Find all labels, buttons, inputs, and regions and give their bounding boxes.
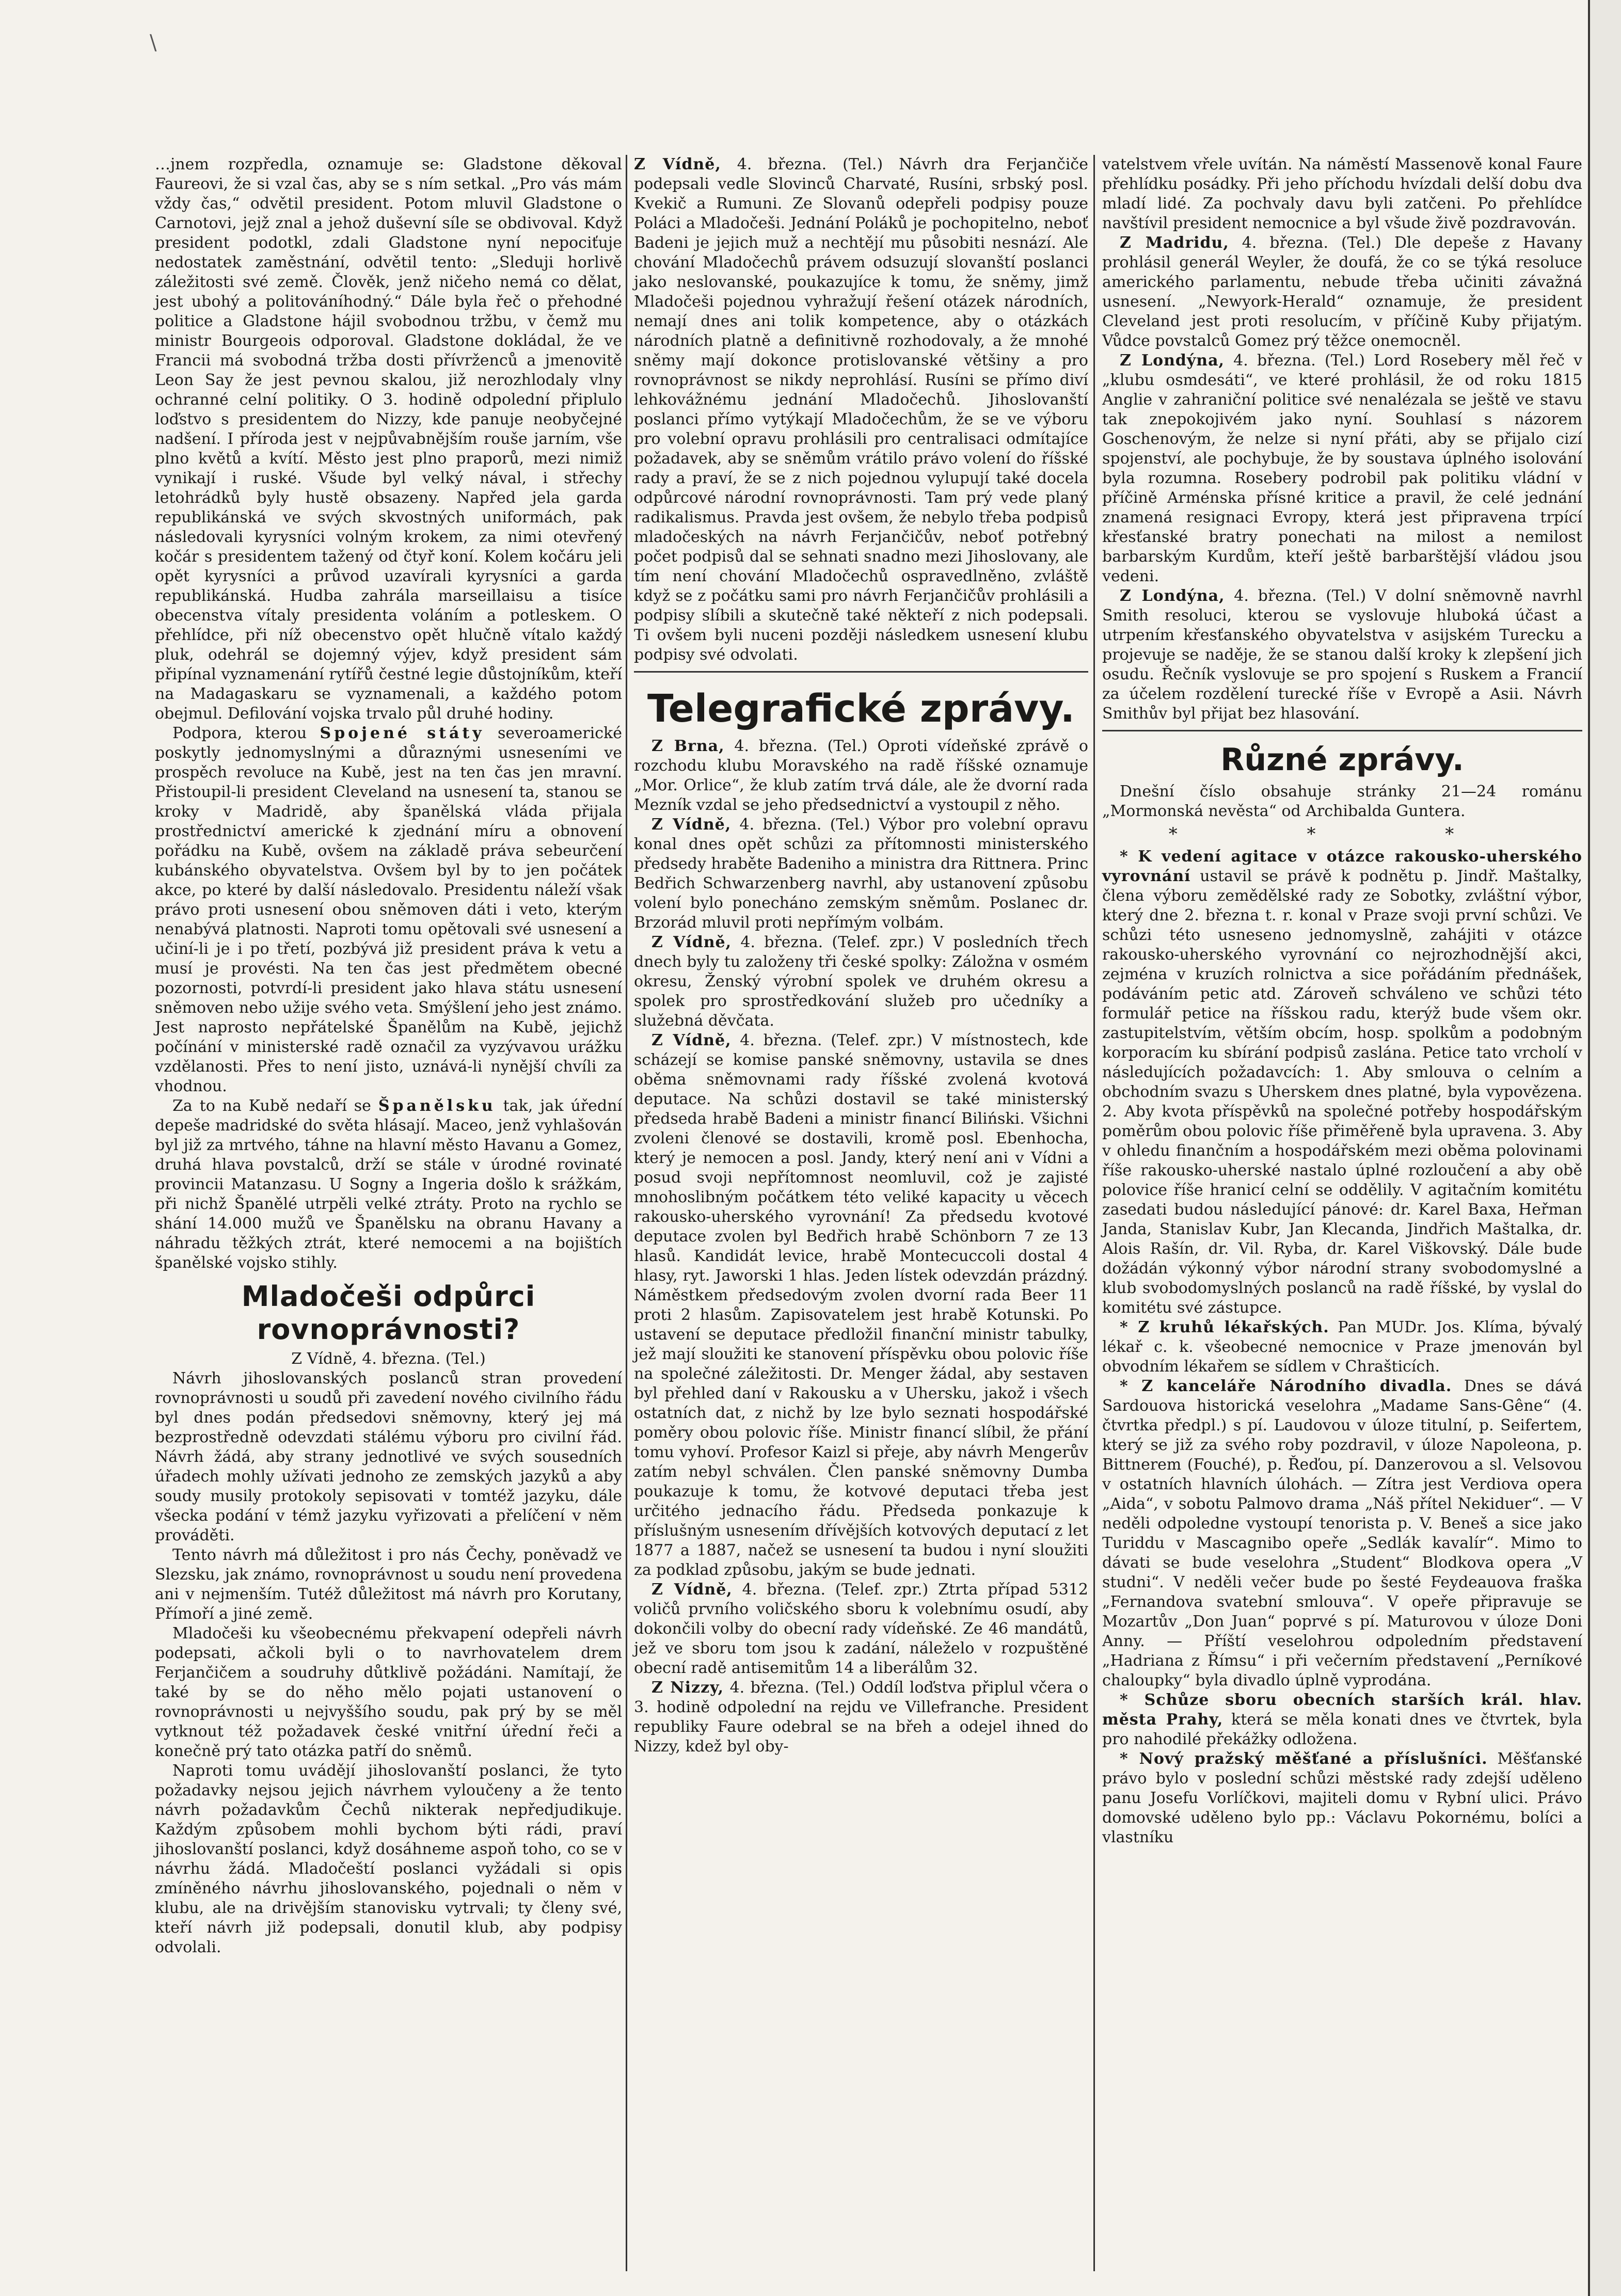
headline-telegraficke-zpravy: Telegrafické zprávy.: [647, 687, 1075, 731]
dispatch-nizza-continued: vatelstvem vřele uvítán. Na náměstí Massenově konal Faure přehlídku posádky. Při jeho příchodu hvízdali delší dobu dva mladí lidé. Za pochvaly davu byli zatčeni. Po přehlídce navštívil president nemocnice a byl všude živě pozdravován.: [1102, 155, 1582, 232]
article-gladstone-continued: …jnem rozpředla, oznamuje se: Gladstone děkoval Faureovi, že si vzal čas, aby se s ním setkal. „Pro vás mám vždy čas,“ odvětil president. Potom mluvil Gladstone o Carnotovi, jejž znal a jehož duševní síle se obdivoval. Když president podotkl, zdali Gladstone nyní nepociťuje nedostatek zaměstnání, odvětil tento: „Sleduji horlivě záležitosti své země. Člověk, jenž ničeho nemá co dělat, jest ubohý a politováníhodný.“ Dále byla řeč o přehodné politice a Gladstone hájil svobodnou tržbu, v čemž mu ministr Bourgeois odporoval. Gladstone dokládal, že ve Francii má svobodná tržba dosti přívrženců a jmenovitě Leon Say že jest pevnou skalou, již nerozhlodaly vlny ochranné celní politiky. O 3. hodině odpolední připlulo loďstvo s presidentem do Nizzy, kde panuje neobyčejné nadšení. I příroda jest v nejpůvabnějším rouše jarním, vše plno květů a kvítí. Město jest plno praporů, mezi nimiž vynikají i ruské. Všude byl velký nával, i střechy letohrádků byly hustě obsazeny. Napřed jela garda republikánská ve svých skvostných uniformách, pak následovali kyrysníci volným krokem, za nimi otevřený kočár s presidentem tažený od čtyř koní. Kolem kočáru jeli opět kyrysníci a průvod uzavírali kyrysníci a garda republikánská. Hudba zahrála marseillaisu a tisíce obecenstva vítaly presidenta voláním a potleskem. O přehlídce, při níž obecenstvo opět hlučně vítalo každý pluk, odehrál se dojemný výjev, když president sám připínal vyznamenání rytířů čestné legie důstojníkům, kteří na Madagaskaru se vyznamenali, a každého potom obejmul. Defilování vojska trvalo půl druhé hodiny.: [155, 155, 622, 723]
dispatch-vienna-vybor: Z Vídně, 4. března. (Tel.) Výbor pro volební opravu konal dnes opět schůzi za přítomnosti ministerského předsedy hraběte Badeniho a ministra dra Rittnera. Princ Bedřich Schwarzenberg navrhl, aby ustanovení způsobu volení bylo ponecháno zemským sněmům. Poslanec dr. Brzorád mluvil proti nepřímým volbám.: [634, 816, 1089, 932]
keyword-spanelsko: Španělsku: [378, 1097, 496, 1115]
dispatch-london-rosebery: Z Londýna, 4. března. (Tel.) Lord Rosebery měl řeč v „klubu osmdesáti“, ve které prohlásil, že od roku 1815 Anglie v zahraniční politice své nenalézala se ještě ve stavu tak znepokojivém jako nyní. Souhlasí s názorem Goschenovým, že nelze si nyní přáti, aby se přijalo cizí spojenství, ale pochybuje, že by soustava úplného isolování byla rozumna. Rosebery podrobil pak politiku vládní v příčině Arménska přísné kritice a pravil, že celé jednání znamená resignaci Evropy, která jest připravena trpící křesťanské bratry ponechati na milost a nemilost barbarským Kurdům, kteří ještě barbarštější vládou jsou vedeni.: [1102, 352, 1582, 585]
column-3: [1102, 155, 1582, 1847]
scan-page-edge: [1588, 0, 1621, 2296]
item-lekari: * Z kruhů lékařských. Pan MUDr. Jos. Klíma, bývalý lékař c. k. všeobecné nemocnice v Praze jmenován byl obvodním lékařem se sídlem v Chrašticích.: [1102, 1318, 1583, 1376]
article-mladocesi-p2: Tento návrh má důležitost i pro nás Čechy, poněvadž ve Slezsku, jak známo, rovnoprávnost u soudu není provedena ani v nejmenším. Tutéž důležitost má návrh pro Korutany, Přímoří a jiné země.: [155, 1546, 622, 1623]
dispatch-vienna-spolky: Z Vídně, 4. března. (Telef. zpr.) V posledních třech dnech byly tu založeny tři české spolky: Záložna v osmém okresu, Ženský výrobní spolek ve druhém okresu a spolek pro sprostředkování služeb pro učedníky a služebná děvčata.: [634, 933, 1088, 1030]
dispatch-brno: Z Brna, 4. března. (Tel.) Oproti vídeňské zprávě o rozchodu klubu Moravského na radě říšské oznamuje „Mor. Orlice“, že klub zatím trvá dále, ale že dvorní rada Mezník vzdal se jeho předsednictví a vystoupil z něho.: [634, 737, 1088, 814]
dispatch-nizza: Z Nizzy, 4. března. (Tel.) Oddíl loďstva připlul včera o 3. hodině odpolední na rejdu ve Villefranche. President republiky Faure odebral se na břeh a odejel ihned do Nizzy, kdež byl oby-: [634, 1679, 1088, 1756]
item-mestane: * Nový pražský měšťané a příslušníci. Měšťanské právo bylo v poslední schůzi městské rady zdejší uděleno panu Josefu Vorlíčkovi, majiteli domu v Rybní ulici. Právo domovské uděleno bylo pp.: Václavu Pokornému, bolíci a vlastníku: [1102, 1750, 1582, 1846]
notice-roman: Dnešní číslo obsahuje stránky 21—24 románu „Mormonská nevěsta“ od Archibalda Guntera.: [1102, 783, 1582, 820]
star-separator: * * *: [1168, 824, 1516, 844]
item-vyrovnani: * K vedení agitace v otázce rakousko-uherského vyrovnání ustavil se právě k podnětu p. Jindř. Maštalky, člena výboru zemědělské rady ze Sobotky, zvláštní výbor, který dne 2. března t. r. konal v Praze svoji první schůzi. Ve schůzi této usneseno jednomyslně, zahájiti v otázce rakousko-uherského vyrovnání co nejrozhodnější akci, zejména v kruzích rolnictva a sice pořádáním přednášek, podáváním petic atd. Zároveň schváleno ve schůzi této formulář petice na říšskou radu, kterýž bude všem okr. zastupitelstvím, větším obcím, hosp. spolkům a podobným korporacím ku sbírání podpisů zaslána. Petice tato vrcholí v následujících požadavcích: 1. Aby smlouva o celním a obchodním svazu s Uherskem dnes platné, byla vypovězena. 2. Aby kvota příspěvků na společné potřeby hospodářským poměrům obou polovic říše přiměřeně byla upravena. 3. Aby v ohledu finančním a hospodářském mezi oběma polovinami říše rakousko-uherské nastalo úplné rozloučení a aby obě polovice říše hranicí celní se oddělily. V agitačním komitétu zasedati budou následující pánové: dr. Karel Baxa, Heřman Janda, Stanislav Kubr, Jan Klecanda, Jindřich Maštalka, dr. Alois Rašín, dr. Vil. Ryba, dr. Karel Viškovský. Dále bude dožádán výkonný výbor národní strany svobodomyslné a klub svobodomyslných poslanců na radě říšské, by vyslal do komitétu své zástupce.: [1102, 848, 1582, 1317]
dispatch-vienna-volby: Z Vídně, 4. března. (Telef. zpr.) Ztrta případ 5312 voličů prvního voličského sboru k volebnímu osudí, aby dokončili volby do obecní rady vídeňské. Ze 46 mandátů, jež ve sboru tom jsou k zadání, náleželo v rozpuštěné obecní radě antisemitům 14 a liberálům 32.: [634, 1581, 1088, 1677]
article-vienna-ferjancic: Z Vídně, 4. března. (Tel.) Návrh dra Ferjančiče podepsali vedle Slovinců Charvaté, Rusíni, srbský posl. Kvekič a Rumuni. Ze Slovanů odepřeli podpisy pouze Poláci a Mladočeši. Jednání Poláků je pochopitelno, neboť Badeni je jejich muž a nechtějí mu působiti nesnází. Ale chování Mladočechů právem odsuzují slovanští poslanci jako neslovanské, poukazujíce k tomu, že sněmy, jimž Mladočeši pojednou vyhražují řešení otázek národních, nemají dnes ani tolik kompetence, aby o otázkách národních platně a definitivně rozhodovaly, a že mnohé sněmy mají dokonce protislovanské většiny a pro rovnoprávnost se nikdy neprohlásí. Rusíni se přímo diví lehkovážnému jednání Mladočechů. Jihoslovanští poslanci přímo vytýkají Mladočechům, že se ve výboru pro volební opravu prohlásili pro centralisaci odmítajíce požadavek, aby se sněmům vrátilo právo volení do říšské rady a praví, že se z nich pojednou vylupují také docela odpůrcové národní rovnoprávnosti. Tam prý vede planý radikalismus. Pravda jest ovšem, že nebylo třeba podpisů mladočeských na návrh Ferjančičův, neboť potřebný počet podpisů dal se sehnati snadno mezi Jihoslovany, ale tím není chování Mladočechů ospravedlněno, zvláště když se z počátku sami pro návrh Ferjančičův prohlásili a podpisy slíbili a skutečně také někteří z nich podepsali. Ti ovšem byli nuceni později následkem usnesení klubu podpisy své odvolati.: [634, 155, 1088, 664]
keyword-spojene-staty: Spojené státy: [320, 724, 485, 742]
dateline-mladocesi: Z Vídně, 4. března. (Tel.): [291, 1350, 486, 1368]
dispatch-madrid: Z Madridu, 4. března. (Tel.) Dle depeše z Havany prohlásil generál Weyler, že doufá, že co se týká resoluce amerického parlamentu, nebude třeba učiniti závažná usnesení. „Newyork-Herald“ oznamuje, že president Cleveland jest proti resolucím, v příčině Kuby přijatým. Vůdce povstalců Gomez prý těžce onemocněl.: [1102, 234, 1582, 350]
headline-ruzne-zpravy: Různé zprávy.: [1220, 742, 1464, 778]
article-spojene-staty: Podpora, kterou Spojené státy severoamerické poskytly jednomyslnými a důraznými usneseními ve prospěch revoluce na Kubě, jest na ten čas jen mravní. Přistoupil-li president Cleveland na usnesení ta, stanou se kroky v Madridě, aby španělská vláda přijala prostřednictví americké k zjednání míru a obnovení pořádku na Kubě, ovšem na základě práva sebeurčení kubánského obyvatelstva. Ovšem byl by to jen počátek akce, po které by další následovalo. Presidentu náleží však právo proti usnesení obou sněmoven dáti i veto, kterým nenabývá platnosti. Naproti tomu opětovali své usnesení a učiní-li je i po třetí, pozbývá již president práva k vetu a musí je provésti. Na ten čas jest předmětem obecné pozornosti, potvrdí-li president jako hlava státu usnesení sněmoven nebo užije svého veta. Smýšlení jeho jest známo. Jest naprosto nepřátelské Španělům na Kubě, jejichž počínání v ministerské radě označil za vyzývavou urážku vzdělanosti. Přes to není jisto, uznává-li nynější chvíli za vhodnou.: [155, 724, 622, 1095]
column-rule-1: [626, 155, 627, 2271]
dispatch-london-smith: Z Londýna, 4. března. (Tel.) V dolní sněmovně navrhl Smith resoluci, kterou se vyslovuje hluboká účast a utrpením křesťanského obyvatelstva v asijském Turecku a projevuje se naděje, že se stanou další kroky k zlepšení jich osudu. Řečník vyslovuje se pro spojení s Ruskem a Francií za účelem rozdělení turecké říše v Evropě a Asii. Návrh Smithův byl přijat bez hlasování.: [1102, 587, 1582, 723]
section-divider-2: [1102, 730, 1582, 731]
column-2: [634, 155, 1088, 1757]
article-mladocesi-p4: Naproti tomu uvádějí jihoslovanští poslanci, že tyto požadavky nejsou jejich návrhem vyloučeny a že tento návrh požadavkům Čechů nikterak nepředjudikuje. Každým způsobem mohli bychom býti rádi, praví jihoslovanští poslanci, když dosáhneme aspoň toho, co se v návrhu žádá. Mladočeští poslanci vyžádali si opis zmíněného návrhu jihoslovanského, pojednali o něm v klubu, ale na drivějším stanovisku vytrvali; ty členy své, kteří návrh již podepsali, donutil klub, aby podpisy odvolali.: [155, 1762, 622, 1956]
column-rule-2: [1093, 155, 1095, 2271]
item-narodni-divadlo: * Z kanceláře Národního divadla. Dnes se dává Sardouova historická veselohra „Madame Sans-Gêne“ (4. čtvrtka předpl.) s pí. Laudovou v úloze titulní, p. Seifertem, který se již za svého roby pozdravil, v úloze Napoleona, p. Bittnerem (Fouché), p. Řeďou, pí. Danzerovou a sl. Velsovou v ostatních hlavních úlohách. — Zítra jest Verdiova opera „Aida“, v sobotu Palmovo drama „Náš přítel Nekiduer“. — V neděli odpoledne vystoupí tenorista p. V. Beneš a sice jako Turiddu v Mascagnibo opeře „Sedlák kavalír“. Mimo to dávati se bude veselohra „Student“ Blodkova opera „V studni“. V neděli večer bude po šesté Feydeauova fraška „Fernandova svatební smlouva“. V opeře připravuje se Mozartův „Don Juan“ poprvé s pí. Maturovou v úloze Doni Anny. — Příští veselohrou odpoledním představení „Hadriana z Římsu“ i při večerním představení „Perníkové chaloupky“ byla divadlo úplně vyprodána.: [1102, 1377, 1583, 1689]
dispatch-vienna-deputace: Z Vídně, 4. března. (Telef. zpr.) V místnostech, kde scházejí se komise panské sněmovny, ustavila se dnes oběma sněmovnami rady říšské zvolená kvotová deputace. Na schůzi dostavil se také ministerský předseda hrabě Badeni a ministr financí Biliński. Všichni zvoleni členové se dostavili, kromě posl. Ebenhocha, který je nemocen a posl. Jandy, který není ani v Vídni a posud svoji nepřítomnost neomluvil, což je zajisté mnohoslibným počátkem této veliké kapacity u věcech rakousko-uherského vyrovnání! Za předsedu kvotové deputace zvolen byl Bedřich hrabě Schönborn 7 ze 13 hlasů. Kandidát levice, hrabě Montecuccoli dostal 4 hlasy, ryt. Jaworski 1 hlas. Jeden lístek odevzdán prázdný. Náměstkem předsedovým zvolen dvorní rada Beer 11 proti 2 hlasům. Zapisovatelem jest hrabě Kotunski. Po ustavení se deputace předložil finanční ministr tabulky, jež mají sloužiti ke stanovení příspěvku obou polovic říše na společné záležitosti. Dr. Menger žádal, aby sestaven byl přehled daní v Rakousku a v Uhersku, jakož i všech ostatních dat, z nichž by lze bylo seznati hospodářské poměry obou polovic říše. Ministr financí slíbil, že přání tomu vyhoví. Profesor Kaizl si přeje, aby návrh Mengerův zatím nebyl schválen. Člen panské sněmovny Dumba poukazuje k tomu, že kotvové deputaci třeba jest určitého jednacího řádu. Předseda ponkazuje k příslušným usnesením dřívějších kotvových deputací z let 1877 a 1887, načež se usnesení ta budou i nyní sloužiti za podklad způsobu, jakým se bude jednati.: [634, 1031, 1088, 1579]
item-schuze-sboru: * Schůze sboru obecních starších král. hlav. města Prahy, která se měla konati dnes ve čtvrtek, byla pro nahodilé překážky odložena.: [1102, 1691, 1582, 1748]
article-spanelsko: Za to na Kubě nedaří se Španělsku tak, jak úřední depeše madridské do světa hlásají. Maceo, jenž vyhlašován byl již za mrtvého, táhne na hlavní město Havanu a Gomez, druhá hlava povstalců, drží se stále v úrodné rovinaté provincii Matanzasu. U Sogny a Ingeria došlo k srážkám, při nichž Španělé utrpěli velké ztráty. Proto na rychlo se shání 14.000 mužů ve Španělsku na obranu Havany a náhradu těžkých ztrát, které nemocemi a na bojištích španělské vojsko stihly.: [155, 1097, 622, 1272]
article-mladocesi-p1: Návrh jihoslovanských poslanců stran provedení rovnoprávnosti u soudů při zavedení nového civilního řádu byl dnes podán předsedovi sněmovny, který jej má bezprostředně odevzdati stálému výboru pro civilní řád. Návrh žádá, aby strany jednotlivé ve svých sousedních úřadech mohly užívati jednoho ze zemských jazyků a aby soudy musily protokoly sepisovati v tomtéž jazyku, dále všecka podání v témž jazyku vyřizovati a přelíčení v něm prováděti.: [155, 1369, 622, 1544]
page-mark: \: [150, 31, 157, 55]
column-1: [155, 155, 622, 1957]
headline-mladocesi: Mladočeši odpůrci rovnoprávnosti?: [241, 1280, 536, 1346]
section-divider: [634, 671, 1088, 673]
article-mladocesi-p3: Mladočeši ku všeobecnému překvapení odepřeli návrh podepsati, ačkoli byli o to navrhovatelem drem Ferjančičem a soudruhy důtklivě požádáni. Namítají, že také by se do něho mělo pojati ustanovení o rovnoprávnosti u nejvyššího soudu, pak prý by se měl vytknout též požadavek české vnitřní úřední řeči a konečně prý tato otázka patří do sněmů.: [155, 1624, 622, 1760]
